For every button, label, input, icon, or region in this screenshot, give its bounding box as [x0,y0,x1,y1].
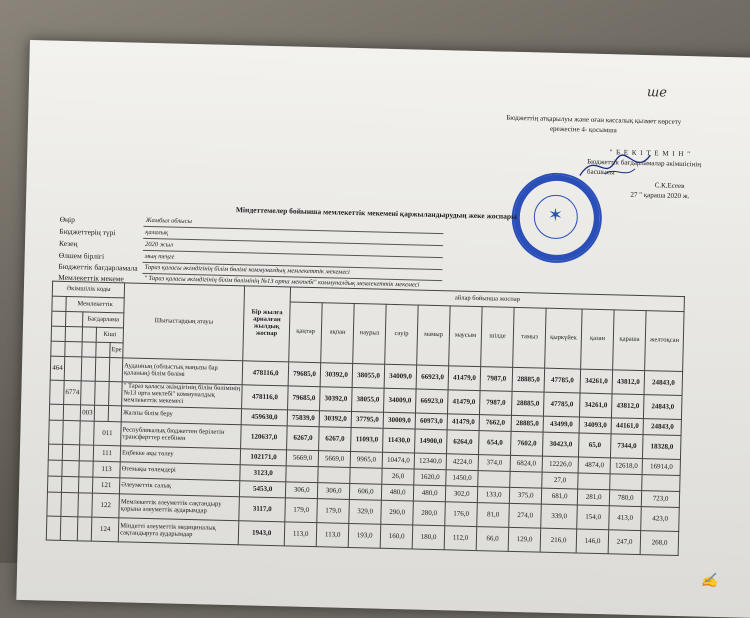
month-value-cell: 11430,0 [383,428,416,453]
code-cell: 113 [93,461,121,478]
month-aug: тамыз [513,307,546,368]
field-underline [143,250,443,258]
month-value-cell: 5669,0 [286,450,318,467]
month-value-cell: 66923,0 [416,389,449,414]
month-value-cell: 43499,0 [543,416,579,433]
month-value-cell: 112,0 [444,526,477,551]
field-underline [143,238,443,246]
month-value-cell: 30392,0 [320,363,353,388]
month-value-cell: 480,0 [381,484,413,501]
field-value-region: Жамбыл облысы [145,216,192,226]
month-value-cell: 113,0 [284,522,317,547]
month-value-cell: 247,0 [608,530,641,555]
month-value-cell: 24843,0 [644,371,683,396]
code-cell [60,516,78,540]
table-body [46,356,682,555]
approval-line-2: ережесіне 4- қосымша [549,124,617,135]
month-value-cell: 6824,0 [510,455,542,472]
field-label-unit: Өлшем бірлігі [58,250,105,261]
month-value-cell: 1620,0 [414,469,446,486]
expense-name-cell: " Тараз қаласы әкімдігінің білім бөлімінің №13 орта мектебі" коммуналдық мемлекеттік мекемесі [122,382,243,409]
month-value-cell: 28885,0 [511,415,543,432]
annual-total-cell: 120637,0 [241,425,288,450]
approval-line-1: Бюджеттің атқарылуы және оған кассалық қызмет көрсету [506,113,682,126]
code-cell [63,420,81,444]
month-value-cell: 274,0 [509,503,542,528]
code-cell [77,517,92,541]
code-cell [48,460,62,476]
page-corner-signature: ✍ [700,572,719,589]
code-cell [46,516,61,540]
annual-total-cell: 3117,0 [239,497,286,522]
approval-date: 27 " қараша 2020 ж. [630,190,690,201]
month-value-cell: 28885,0 [512,391,545,416]
month-value-cell: 723,0 [641,491,679,508]
field-label-program-admin: Бюджеттік бағдарламала [58,261,138,273]
header-expense-name: Шығыстардың атауы [123,283,245,361]
code-cell [79,461,93,477]
month-value-cell: 176,0 [445,502,478,527]
field-label-region: Өңір [59,214,75,225]
corner-handwritten-mark: ше [646,85,668,101]
code-cell [79,445,93,461]
code-cell [80,421,95,445]
month-value-cell: 193,0 [348,523,381,548]
approver-line-2: басшысы [586,167,615,177]
annual-total-cell: 459630,0 [241,409,287,426]
code-cell [62,444,79,460]
month-value-cell: 129,0 [508,527,541,552]
approver-line-1: Бюджеттік бағдарламалар әкімшісінің [587,157,702,169]
code-cell [61,492,79,516]
month-value-cell [318,467,350,484]
month-value-cell: 146,0 [576,529,609,554]
code-cell: 003 [80,405,94,421]
month-value-cell: 27,0 [542,472,578,489]
month-value-cell: 30009,0 [383,412,415,429]
month-value-cell: 1450,0 [446,470,478,487]
month-value-cell [610,474,642,491]
month-value-cell: 18328,0 [643,435,682,460]
code-cell [95,357,110,381]
month-value-cell: 41479,0 [448,390,481,415]
month-value-cell: 81,0 [477,503,510,528]
month-value-cell: 374,0 [478,455,510,472]
code-cell [50,380,65,404]
expense-name-cell: Әлеуметтік салық [120,478,240,497]
code-cell [78,477,92,493]
month-value-cell: 43812,0 [612,370,645,395]
header-annual-plan: Бір жылға арналған жылдық жоспар [243,286,291,362]
code-cell [64,356,82,380]
month-value-cell: 306,0 [286,482,318,499]
month-value-cell: 7987,0 [480,367,513,392]
code-cell [47,492,62,516]
code-cell [108,406,122,422]
code-cell [94,405,108,421]
field-underline [143,226,443,234]
month-value-cell [642,475,680,492]
expense-name-cell: Міндетті әлеуметтік медициналық сақтандыруға аударымдар [118,518,239,545]
month-value-cell: 216,0 [540,528,577,553]
code-cell [78,493,93,517]
month-value-cell: 654,0 [479,431,512,456]
month-value-cell: 38055,0 [352,363,385,388]
month-value-cell: 41479,0 [448,366,481,391]
code-cell: 464 [50,356,65,380]
expense-name-cell: Ауданның (облыстық маңызы бар қаланың) білім бөлімі [122,358,243,385]
month-value-cell: 280,0 [413,501,446,526]
month-dec: желтоқсан [645,311,684,372]
month-jan: қаңтар [289,302,322,363]
month-value-cell: 34009,0 [384,364,417,389]
header-admin-code: Әкімшілік коды [52,281,124,298]
month-value-cell: 75839,0 [287,410,319,427]
month-value-cell: 339,0 [541,504,578,529]
annual-total-cell: 102171,0 [240,449,286,466]
month-value-cell: 7344,0 [611,434,644,459]
code-cell [49,404,63,420]
annual-total-cell: 1943,0 [238,521,285,546]
month-value-cell: 160,0 [380,524,413,549]
month-value-cell: 681,0 [541,488,577,505]
month-value-cell: 6264,0 [447,430,480,455]
month-value-cell: 12226,0 [542,456,578,473]
month-value-cell: 329,0 [349,499,382,524]
month-value-cell: 10474,0 [382,452,414,469]
month-value-cell: 268,0 [640,531,679,556]
expense-name-cell: Жалпы білім беру [121,406,241,425]
month-value-cell: 375,0 [509,487,541,504]
header-monthly-plan: айлар бойынша жоспар [290,287,684,312]
code-cell [109,358,123,382]
code-cell [95,381,110,405]
month-value-cell: 7987,0 [480,391,513,416]
month-value-cell: 113,0 [316,523,349,548]
code-cell [48,444,62,460]
header-program: Бағдарлама [83,312,124,328]
month-value-cell: 179,0 [285,498,318,523]
month-value-cell [478,471,510,488]
annual-total-cell: 5453,0 [240,481,286,498]
month-value-cell: 12618,0 [610,458,642,475]
field-value-period: 2020 жыл [144,240,174,249]
month-value-cell: 290,0 [381,500,414,525]
approved-heading: " Б Е К І Т Е М І Н " [609,148,692,159]
field-value-unit: мың теңге [144,252,175,261]
month-value-cell: 41479,0 [447,414,479,431]
seal-emblem-icon: ✶ [547,204,564,227]
code-cell: 121 [92,477,120,494]
field-label-institution: Мемлекеттік мекеме [58,272,124,284]
code-cell: 122 [92,493,120,518]
code-cell: 6774 [64,380,82,404]
month-value-cell: 16914,0 [642,459,680,476]
month-value-cell: 12340,0 [414,453,446,470]
field-label-period: Кезең [58,238,78,249]
month-value-cell: 47785,0 [544,392,581,417]
month-nov: қараша [613,310,646,371]
approver-name: С.К.Есеев [654,181,685,191]
month-value-cell: 34009,0 [384,388,417,413]
month-may: мамыр [417,305,450,366]
month-mar: наурыз [353,304,386,365]
month-value-cell: 30392,0 [320,387,353,412]
month-value-cell: 6267,0 [319,427,352,452]
document-page [16,40,750,618]
month-value-cell [578,473,610,490]
month-value-cell: 180,0 [412,525,445,550]
month-jul: шілде [481,307,514,368]
month-value-cell: 60973,0 [415,413,447,430]
month-value-cell: 28885,0 [512,367,545,392]
month-apr: сәуір [385,304,418,365]
month-value-cell: 306,0 [318,483,350,500]
month-value-cell: 66923,0 [416,365,449,390]
document-title: Міндеттемелер бойынша мемлекеттік мекемені қаржыландырудың жеке жоспары [235,205,518,221]
month-value-cell: 179,0 [317,499,350,524]
month-value-cell: 26,0 [382,468,414,485]
month-value-cell: 780,0 [609,490,641,507]
expense-name-cell: Еңбекке ақы төлеу [120,446,240,465]
month-value-cell: 7662,0 [479,415,511,432]
month-value-cell: 24843,0 [644,395,683,420]
code-cell [61,476,78,492]
month-value-cell: 47785,0 [544,368,581,393]
month-value-cell [350,467,382,484]
month-value-cell: 34093,0 [579,417,611,434]
code-cell: 124 [91,517,119,542]
code-cell: 011 [94,421,122,446]
month-value-cell: 37795,0 [351,411,383,428]
code-cell [81,357,96,381]
month-value-cell: 65,0 [579,433,612,458]
month-value-cell: 24843,0 [643,419,681,436]
code-cell [109,382,123,406]
financing-plan-table [46,281,685,556]
month-value-cell: 154,0 [577,505,610,530]
month-value-cell: 4224,0 [446,454,478,471]
code-cell: 111 [93,445,121,462]
month-value-cell: 66,0 [476,527,509,552]
month-value-cell: 34261,0 [580,393,613,418]
month-value-cell: 423,0 [641,507,680,532]
month-value-cell: 302,0 [445,486,477,503]
header-subprogram: Кіші [96,327,123,343]
month-value-cell: 30392,0 [319,411,351,428]
month-value-cell: 5669,0 [318,451,350,468]
month-sep: қыркүйек [545,308,582,369]
field-value-institution: " Тараз қаласы әкімдігінің білім бөлімінің №13 орта мектебі" коммуналдық мемлекеттік мекемесі [144,274,420,289]
code-cell [63,404,80,420]
month-jun: маусым [449,306,482,367]
code-cell [47,476,61,492]
signature-scribble [575,145,656,187]
month-feb: ақпан [321,303,354,364]
month-value-cell: 14900,0 [415,429,448,454]
month-oct: қазан [581,309,614,370]
annual-total-cell: 478116,0 [242,385,289,410]
month-value-cell: 9965,0 [350,451,382,468]
month-value-cell: 34261,0 [580,369,613,394]
month-value-cell: 413,0 [609,506,642,531]
month-value-cell: 43812,0 [612,394,645,419]
expense-name-cell: Өтемақы төлемдері [120,462,240,481]
month-value-cell: 606,0 [349,483,381,500]
expense-name-cell: Республикалық бюджеттен берілетін трансферттер есебінен [121,422,242,449]
field-label-budget-type: Бюджеттерің түрі [59,226,116,238]
expense-name-cell: Мемлекеттік әлеуметтік сақтандыру қорына әлеуметтік аударымдар [119,494,240,521]
month-value-cell: 7602,0 [511,431,544,456]
month-value-cell [510,471,542,488]
header-function: Мемлекеттік [66,296,124,312]
month-value-cell: 6267,0 [287,426,320,451]
field-value-program-admin: Тараз қаласы әкімдігінің білім бөлімі коммуналдық мемлекеттік мекемесі [144,263,350,276]
month-value-cell [286,466,318,483]
month-value-cell: 79685,0 [288,386,321,411]
annual-total-cell: 478116,0 [242,361,289,386]
code-cell [49,420,64,444]
month-value-cell: 79685,0 [288,362,321,387]
month-value-cell: 480,0 [413,485,445,502]
month-value-cell: 30423,0 [543,432,580,457]
month-value-cell: 4874,0 [578,457,610,474]
code-cell [81,381,96,405]
field-value-budget-type: қалалық [145,228,169,237]
month-value-cell: 11093,0 [351,427,384,452]
month-value-cell: 38055,0 [352,387,385,412]
month-value-cell: 281,0 [577,489,609,506]
code-cell [62,460,79,476]
annual-total-cell: 3123,0 [240,465,286,482]
header-specific: Ере [110,343,123,358]
month-value-cell: 44161,0 [611,418,643,435]
month-value-cell: 133,0 [477,487,509,504]
